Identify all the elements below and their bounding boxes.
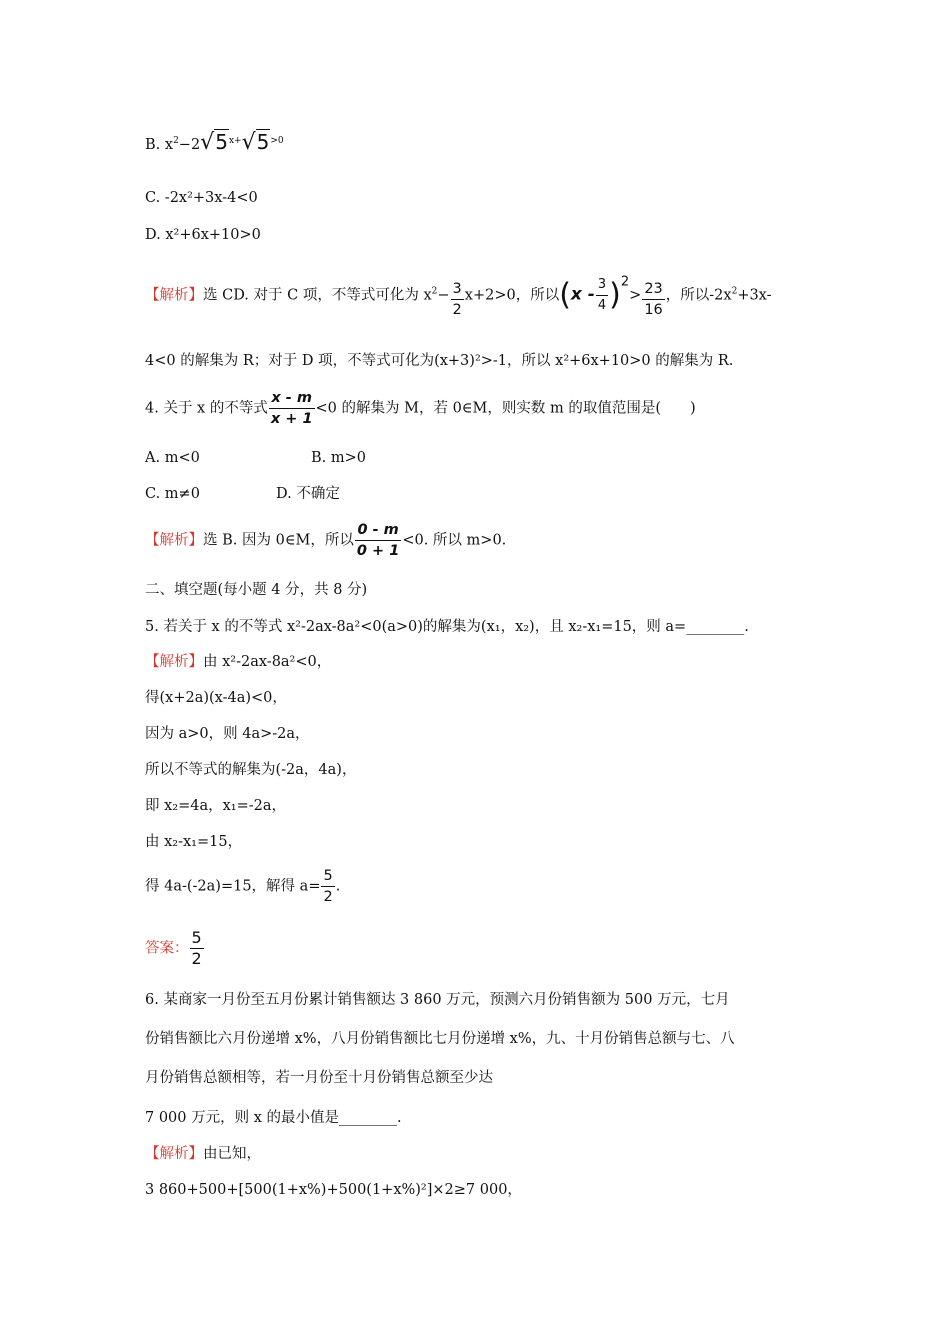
solution-4-text2: <0. 所以 m>0.	[402, 532, 507, 549]
answer-label: 答案：	[145, 940, 189, 957]
solution-6-text: 由已知，	[203, 1146, 261, 1162]
option-c: C. -2x²+3x-4<0	[145, 190, 258, 206]
solution-label: 【解析】	[145, 654, 203, 670]
solution-3-text3: ，所以-2x	[665, 287, 732, 304]
solution-5-period: .	[335, 878, 341, 895]
sqrt-radicand: 5	[215, 130, 228, 154]
fraction-23-16	[642, 279, 664, 320]
question-6-line3: 月份销售总额相等，若一月份至十月份销售总额至少达	[145, 1070, 493, 1086]
solution-6-line2: 3 860+500+[500(1+x%)+500(1+x%)²]×2≥7 000，	[145, 1182, 522, 1198]
sqrt-symbol-2: √5	[241, 130, 270, 155]
fraction-x-m	[269, 388, 315, 429]
option-b: B. $x^2-2√5^{x+}√5^{>0}$	[145, 130, 284, 155]
answer-fraction	[190, 928, 204, 969]
sqrt-symbol: √5	[200, 130, 228, 155]
solution-5-text: 得 4a-(-2a)=15，解得 a=	[145, 878, 321, 895]
solution-5-text: 由 x²-2ax-8a²<0，	[203, 654, 332, 670]
fraction-numerator: x - m	[271, 390, 312, 406]
solution-5-line6: 由 x₂-x₁=15，	[145, 834, 243, 850]
fraction-denominator: 16	[642, 299, 664, 320]
left-paren: (	[559, 277, 571, 313]
fraction-denominator: 2	[191, 949, 202, 968]
fraction-5-2	[321, 866, 334, 907]
right-paren: )	[609, 277, 621, 313]
square-exponent: 2	[620, 274, 630, 290]
question-5: 5. 若关于 x 的不等式 x²-2ax-8a²<0(a>0)的解集为(x₁，x₂)，且 x₂-x₁=15，则 a=________.	[145, 619, 749, 635]
fraction-0-m	[355, 520, 401, 561]
solution-3-text: 选 CD. 对于 C 项，不等式可化为 x	[203, 287, 432, 304]
solution-label: 【解析】	[145, 532, 203, 549]
fraction-numerator: 3	[452, 280, 462, 297]
solution-3-gt: >	[629, 287, 642, 304]
fraction-denominator: 0 + 1	[355, 540, 401, 561]
q4-option-b: B. m>0	[311, 450, 366, 466]
fraction-3-4	[596, 275, 608, 316]
q4-option-a: A. m<0	[145, 450, 200, 466]
fraction-denominator: x + 1	[269, 408, 315, 429]
fraction-numerator: 5	[323, 868, 333, 884]
option-d: D. x²+6x+10>0	[145, 227, 261, 243]
q4-option-c: C. m≠0	[145, 486, 200, 502]
solution-5-line5: 即 x₂=4a，x₁=-2a，	[145, 798, 287, 814]
option-b-x: x+	[228, 136, 242, 146]
question-4-text: 4. 关于 x 的不等式	[145, 400, 268, 417]
solution-5-line7	[145, 866, 340, 907]
solution-3-minus: −	[437, 287, 450, 304]
question-6-line2: 份销售额比六月份递增 x%，八月份销售额比七月份递增 x%，九、十月份销售总额与七、八	[145, 1031, 735, 1047]
q4-option-d: D. 不确定	[276, 486, 340, 502]
solution-5-line1	[145, 652, 331, 672]
section-2-heading: 二、填空题(每小题 4 分，共 8 分)	[145, 582, 368, 598]
option-b-text: B. x	[145, 137, 174, 153]
fraction-numerator: 5	[191, 928, 202, 947]
solution-3-text2: x+2>0，所以	[464, 287, 560, 304]
option-b-text2: −2	[178, 137, 201, 153]
solution-4	[145, 520, 506, 561]
fraction-denominator: 4	[596, 295, 608, 316]
solution-6-line1	[145, 1144, 261, 1164]
solution-5-line3: 因为 a>0，则 4a>-2a，	[145, 726, 310, 742]
solution-3-text4: +3x-	[737, 287, 772, 304]
question-6-line4: 7 000 万元，则 x 的最小值是________.	[145, 1110, 402, 1126]
solution-label: 【解析】	[145, 1146, 203, 1162]
fraction-numerator: 0 - m	[357, 522, 399, 538]
solution-3-line2: 4<0 的解集为 R；对于 D 项，不等式可化为(x+3)²>-1，所以 x²+6x+10>0 的解集为 R.	[145, 353, 734, 369]
question-4-text2: <0 的解集为 M，若 0∈M，则实数 m 的取值范围是( )	[315, 400, 696, 417]
x-minus: x -	[570, 284, 595, 305]
solution-5-line4: 所以不等式的解集为(-2a，4a)，	[145, 762, 357, 778]
question-6-line1: 6. 某商家一月份至五月份累计销售额达 3 860 万元，预测六月份销售额为 500 万元，七月	[145, 992, 730, 1008]
fraction-3-2	[451, 279, 464, 320]
fraction-denominator: 2	[321, 886, 334, 907]
solution-4-text: 选 B. 因为 0∈M，所以	[203, 532, 354, 549]
solution-5-line2: 得(x+2a)(x-4a)<0，	[145, 690, 287, 706]
fraction-denominator: 2	[451, 299, 464, 320]
answer-5	[145, 928, 205, 969]
sqrt-radicand-2: 5	[256, 130, 270, 154]
fraction-numerator: 3	[597, 277, 607, 292]
option-b-gt: >0	[270, 136, 284, 146]
fraction-numerator: 23	[644, 280, 663, 297]
question-4	[145, 388, 696, 429]
solution-3-line1: 【解析】选 CD. 对于 C 项，不等式可化为 $x^2-$ $\frac{3}{2}$ x+2>0，所以(x - $\frac{3}{4}$ )$^2$> $\frac{23}{16}$ ，所以$-2x^2+3x-$	[145, 274, 772, 318]
solution-label: 【解析】	[145, 287, 203, 304]
